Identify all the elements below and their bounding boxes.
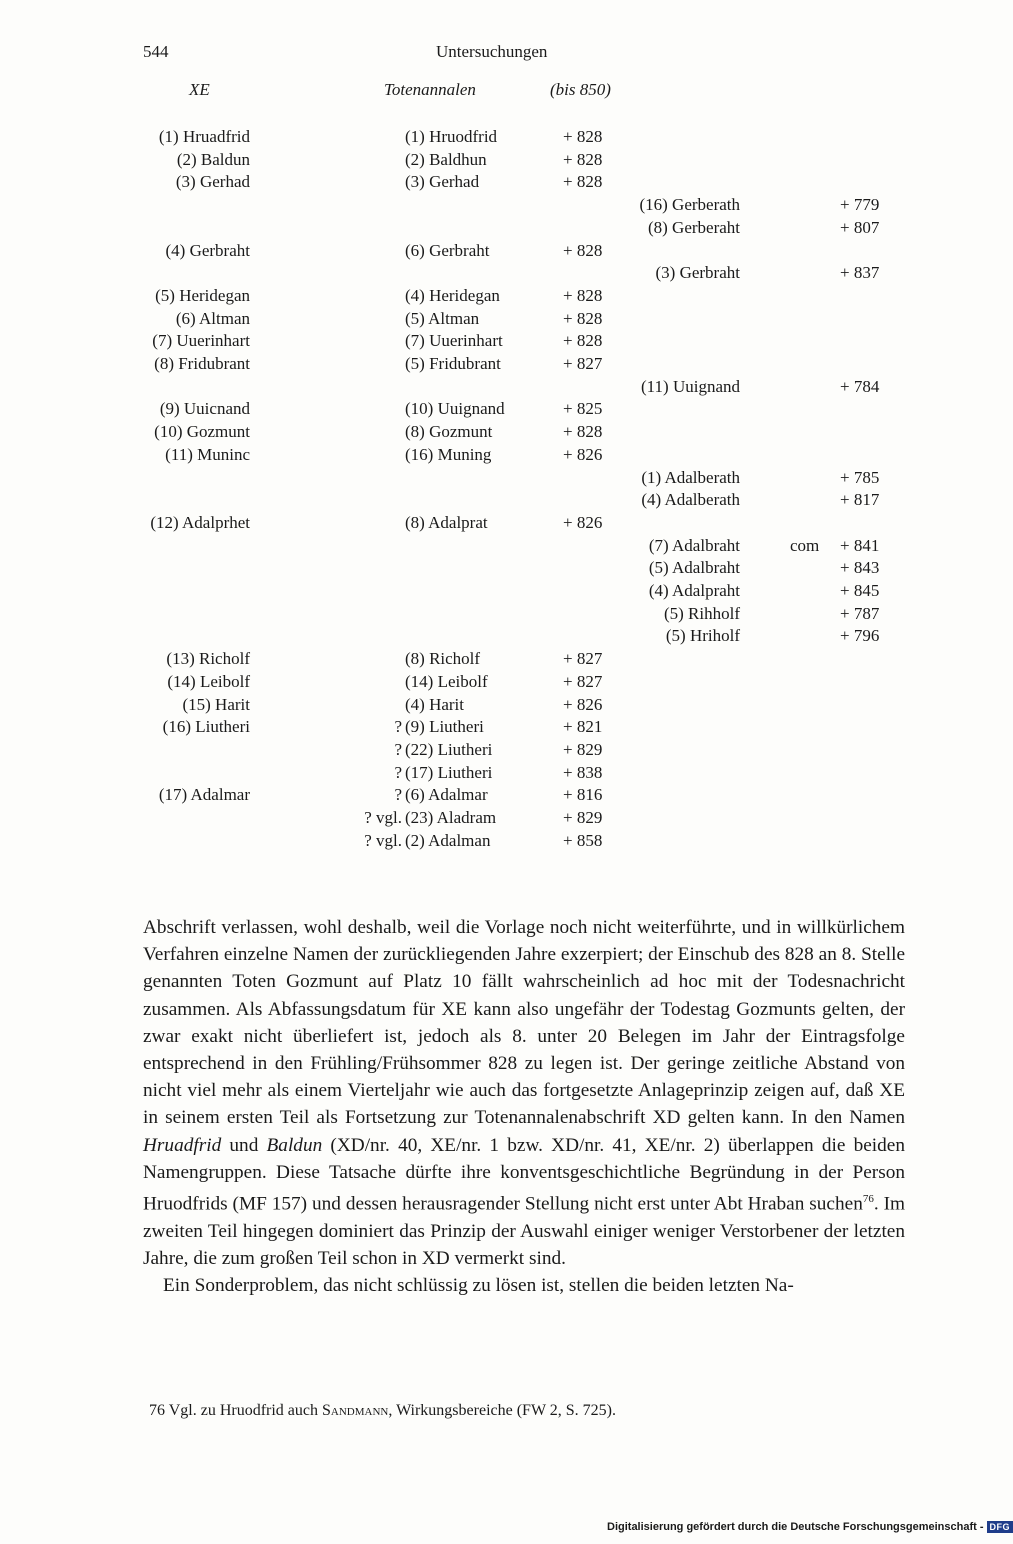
xe-entry: (13) Richolf xyxy=(166,649,250,668)
annal-year: + 828 xyxy=(563,422,603,441)
later-entry-year: + 841 xyxy=(840,536,880,555)
annal-year: + 828 xyxy=(563,241,603,260)
footnote-number: 76 xyxy=(149,1402,165,1419)
body-text xyxy=(143,914,905,1299)
annal-name: (2) Adalman xyxy=(405,831,491,850)
later-entry-name: (16) Gerberath xyxy=(639,195,740,214)
annal-name: (3) Gerhad xyxy=(405,172,480,191)
italic-name: Hruadfrid xyxy=(143,1134,222,1156)
later-entry-year: + 779 xyxy=(840,195,880,214)
later-entry-year: + 784 xyxy=(840,377,880,396)
annal-name: (8) Richolf xyxy=(405,649,481,668)
xe-entry: (10) Gozmunt xyxy=(154,422,250,441)
italic-name: Baldun xyxy=(266,1134,323,1156)
xe-entry: (2) Baldun xyxy=(176,150,250,169)
annal-year: + 828 xyxy=(563,127,603,146)
xe-entry: (15) Harit xyxy=(182,695,250,714)
annal-name: (8) Adalprat xyxy=(405,513,488,532)
annal-name: (17) Liutheri xyxy=(405,763,493,782)
later-entry-name: (7) Adalbraht xyxy=(648,536,740,555)
xe-entry: (12) Adalprhet xyxy=(150,513,250,532)
column-header-range: (bis 850) xyxy=(550,80,611,99)
later-entry-year: + 845 xyxy=(840,581,880,600)
footnote-author: Sandmann xyxy=(322,1402,389,1419)
annal-year: + 821 xyxy=(563,717,603,736)
annal-prefix: ? xyxy=(394,717,402,736)
annal-year: + 828 xyxy=(563,309,603,328)
paragraph: Ein Sonderproblem, das nicht schlüssig zu lösen ist, stellen die beiden letzten Na- xyxy=(163,1275,794,1297)
xe-entry: (17) Adalmar xyxy=(158,785,250,804)
annal-year: + 826 xyxy=(563,445,603,464)
annal-name: (5) Altman xyxy=(405,309,480,328)
footnote-reference[interactable]: 76 xyxy=(862,1193,874,1206)
page-number: 544 xyxy=(143,42,169,61)
xe-entry: (6) Altman xyxy=(175,309,250,328)
annal-year: + 829 xyxy=(563,808,603,827)
annal-year: + 858 xyxy=(563,831,603,850)
later-entry-note: com xyxy=(790,536,820,555)
dfg-credit: Digitalisierung gefördert durch die Deutsche Forschungsgemeinschaft - DFG xyxy=(607,1521,1013,1533)
annal-year: + 828 xyxy=(563,286,603,305)
later-entry-name: (4) Adalberath xyxy=(641,490,740,509)
annal-year: + 827 xyxy=(563,354,603,373)
paragraph: Abschrift verlassen, wohl deshalb, weil die Vorlage noch nicht weiterführte, und in willkürlichem Verfahren einzelne Namen der zurückliegenden Jahre exzerpiert; der Einschub des 828 an 8. Stelle genannten Toten Gozmunt auf Platz 10 fällt wahrscheinlich ad hoc mit der Todesnachricht zusammen. Als Abfassungsdatum für XE kann also ungefähr der Todestag Gozmunts gelten, der zwar exakt nicht überliefert ist, jedoch als 8. unter 20 Belegen im Jahr der Eintragsfolge entsprechend in den Frühling/Frühsommer 828 zu legen ist. Der geringe zeitliche Abstand von nicht viel mehr als einem Vierteljahr wie auch das fortgesetzte Anlageprinzip zeigen auf, daß XE in seinem ersten Teil als Fortsetzung zur Totenannalenabschrift XD gelten kann. In den Namen Hruadfrid und Baldun (XD/nr. 40, XE/nr. 1 bzw. XD/nr. 41, XE/nr. 2) überlappen die beiden Namengruppen. Diese Tatsache dürfte ihre konventsgeschichtliche Begründung in der Person Hruodfrids (MF 157) und dessen herausragender Stellung nicht erst unter Abt Hraban suchen$^{76}$. Im zweiten Teil hingegen dominiert das Prinzip der Auswahl einiger weniger Verstorbener der letzten Jahre, die zum großen Teil schon in XD vermerkt sind. xyxy=(143,917,906,1269)
annal-year: + 827 xyxy=(563,649,603,668)
annal-year: + 828 xyxy=(563,172,603,191)
later-entry-name: (3) Gerbraht xyxy=(655,263,740,282)
annal-name: (8) Gozmunt xyxy=(405,422,493,441)
annal-year: + 828 xyxy=(563,331,603,350)
annal-name: (10) Uuignand xyxy=(405,399,505,418)
annal-name: (9) Liutheri xyxy=(405,717,484,736)
xe-entry: (5) Heridegan xyxy=(155,286,250,305)
xe-entry: (8) Fridubrant xyxy=(154,354,250,373)
annal-year: + 825 xyxy=(563,399,603,418)
annal-prefix: ? vgl. xyxy=(364,831,402,850)
xe-entry: (11) Muninc xyxy=(165,445,250,464)
annal-name: (4) Harit xyxy=(405,695,465,714)
annal-year: + 828 xyxy=(563,150,603,169)
annal-year: + 826 xyxy=(563,695,603,714)
annal-name: (22) Liutheri xyxy=(405,740,493,759)
column-header-totenannalen: Totenannalen xyxy=(384,80,476,99)
annal-prefix: ? vgl. xyxy=(364,808,402,827)
annal-name: (5) Fridubrant xyxy=(405,354,501,373)
annal-prefix: ? xyxy=(394,740,402,759)
xe-entry: (16) Liutheri xyxy=(162,717,250,736)
later-entry-name: (5) Hriholf xyxy=(665,626,740,645)
later-entry-name: (5) Adalbraht xyxy=(648,558,740,577)
annal-name: (7) Uuerinhart xyxy=(405,331,503,350)
dfg-logo: DFG xyxy=(987,1521,1013,1533)
later-entry-year: + 787 xyxy=(840,604,880,623)
later-entry-year: + 807 xyxy=(840,218,880,237)
annal-name: (6) Gerbraht xyxy=(405,241,490,260)
later-entry-name: (8) Gerberaht xyxy=(647,218,740,237)
annal-year: + 838 xyxy=(563,763,603,782)
annal-name: (14) Leibolf xyxy=(405,672,488,691)
footnote: 76 Vgl. zu Hruodfrid auch Sandmann, Wirkungsbereiche (FW 2, S. 725). xyxy=(149,1402,616,1419)
annal-name: (6) Adalmar xyxy=(405,785,488,804)
xe-entry: (4) Gerbraht xyxy=(165,241,250,260)
running-title: Untersuchungen xyxy=(436,42,548,61)
annal-name: (2) Baldhun xyxy=(405,150,487,169)
annal-name: (16) Muning xyxy=(405,445,492,464)
annal-prefix: ? xyxy=(394,763,402,782)
annal-name: (23) Aladram xyxy=(405,808,497,827)
xe-entry: (7) Uuerinhart xyxy=(152,331,250,350)
later-entry-name: (11) Uuignand xyxy=(641,377,740,396)
later-entry-year: + 785 xyxy=(840,468,880,487)
later-entry-year: + 837 xyxy=(840,263,880,282)
annal-prefix: ? xyxy=(394,785,402,804)
xe-entry: (1) Hruadfrid xyxy=(158,127,250,146)
annal-year: + 826 xyxy=(563,513,603,532)
later-entry-year: + 796 xyxy=(840,626,880,645)
annal-year: + 827 xyxy=(563,672,603,691)
annal-name: (1) Hruodfrid xyxy=(405,127,498,146)
later-entry-year: + 817 xyxy=(840,490,880,509)
later-entry-name: (4) Adalpraht xyxy=(648,581,740,600)
annal-year: + 829 xyxy=(563,740,603,759)
xe-entry: (9) Uuicnand xyxy=(159,399,250,418)
later-entry-name: (1) Adalberath xyxy=(641,468,740,487)
annal-name: (4) Heridegan xyxy=(405,286,500,305)
column-header-xe: XE xyxy=(189,80,210,99)
later-entry-name: (5) Rihholf xyxy=(663,604,740,623)
xe-entry: (3) Gerhad xyxy=(175,172,250,191)
later-entry-year: + 843 xyxy=(840,558,880,577)
annal-year: + 816 xyxy=(563,785,603,804)
xe-entry: (14) Leibolf xyxy=(167,672,250,691)
